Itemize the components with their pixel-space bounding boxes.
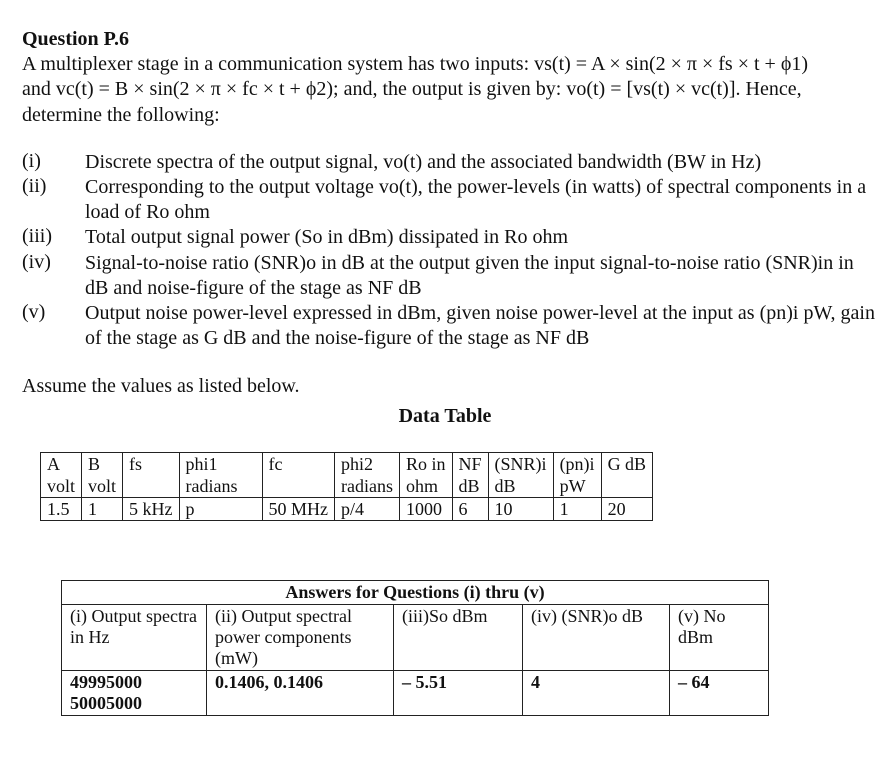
table-header-cell: phi2 radians xyxy=(335,453,400,498)
table-header-cell: A volt xyxy=(41,453,82,498)
answers-table xyxy=(61,580,769,716)
data-table xyxy=(40,452,653,521)
table-cell: 1.5 xyxy=(41,498,82,521)
table-cell: 1 xyxy=(553,498,601,521)
question-line-3: determine the following: xyxy=(22,104,220,126)
table-cell: 50 MHz xyxy=(262,498,335,521)
table-header-cell: (v) No dBm xyxy=(670,605,769,671)
question-line-2: and vc(t) = B × sin(2 × π × fc × t + ϕ2); and, the output is given by: vo(t) = [vs(t) × vc(t)]. Hence, xyxy=(22,78,802,100)
answers-title-row xyxy=(62,581,769,605)
table-header-row xyxy=(41,453,653,498)
table-cell: p xyxy=(179,498,262,521)
item-number: (iii) xyxy=(22,225,52,247)
table-header-cell: fs xyxy=(123,453,180,498)
table-cell: p/4 xyxy=(335,498,400,521)
item-text: Total output signal power (So in dBm) dissipated in Ro ohm xyxy=(85,226,569,248)
table-cell: 1 xyxy=(82,498,123,521)
question-title: Question P.6 xyxy=(22,28,130,50)
table-header-cell: (pn)i pW xyxy=(553,453,601,498)
item-text: Output noise power-level expressed in dBm, given noise power-level at the input as (pn)i pW, gain of the stage as G dB and the noise-figure of the stage as NF dB xyxy=(85,302,875,349)
question-line-1: A multiplexer stage in a communication system has two inputs: vs(t) = A × sin(2 × π × fs × t + ϕ1) xyxy=(22,53,809,75)
item-number: (i) xyxy=(22,150,41,172)
table-header-cell: (SNR)i dB xyxy=(488,453,553,498)
item-text: Signal-to-noise ratio (SNR)o in dB at the output given the input signal-to-noise ratio (SNR)in in dB and noise-figure of the stage as NF dB xyxy=(85,252,854,299)
item-number: (iv) xyxy=(22,251,51,273)
table-header-row xyxy=(62,605,769,671)
item-number: (ii) xyxy=(22,175,47,197)
table-row xyxy=(41,498,653,521)
table-header-cell: (iii)So dBm xyxy=(394,605,523,671)
table-cell: 4 xyxy=(523,671,670,716)
table-cell: 6 xyxy=(452,498,488,521)
table-cell: 10 xyxy=(488,498,553,521)
item-text: Corresponding to the output voltage vo(t), the power-levels (in watts) of spectral components in a load of Ro ohm xyxy=(85,176,867,223)
table-header-cell: (iv) (SNR)o dB xyxy=(523,605,670,671)
table-row xyxy=(62,671,769,716)
assume-text: Assume the values as listed below. xyxy=(22,375,300,397)
table-cell: 49995000 50005000 xyxy=(62,671,207,716)
table-header-cell: phi1 radians xyxy=(179,453,262,498)
table-cell: – 5.51 xyxy=(394,671,523,716)
item-text: Discrete spectra of the output signal, vo(t) and the associated bandwidth (BW in Hz) xyxy=(85,151,762,173)
data-table-title: Data Table xyxy=(398,405,492,427)
table-cell: 20 xyxy=(601,498,653,521)
table-header-cell: (i) Output spectra in Hz xyxy=(62,605,207,671)
table-header-cell: B volt xyxy=(82,453,123,498)
item-number: (v) xyxy=(22,301,46,323)
table-cell: 0.1406, 0.1406 xyxy=(207,671,394,716)
table-cell: 5 kHz xyxy=(123,498,180,521)
answers-title: Answers for Questions (i) thru (v) xyxy=(62,581,769,605)
table-cell: 1000 xyxy=(400,498,453,521)
table-header-cell: Ro in ohm xyxy=(400,453,453,498)
table-header-cell: G dB xyxy=(601,453,653,498)
table-header-cell: fc xyxy=(262,453,335,498)
table-header-cell: NF dB xyxy=(452,453,488,498)
table-header-cell: (ii) Output spectral power components (mW) xyxy=(207,605,394,671)
table-cell: – 64 xyxy=(670,671,769,716)
